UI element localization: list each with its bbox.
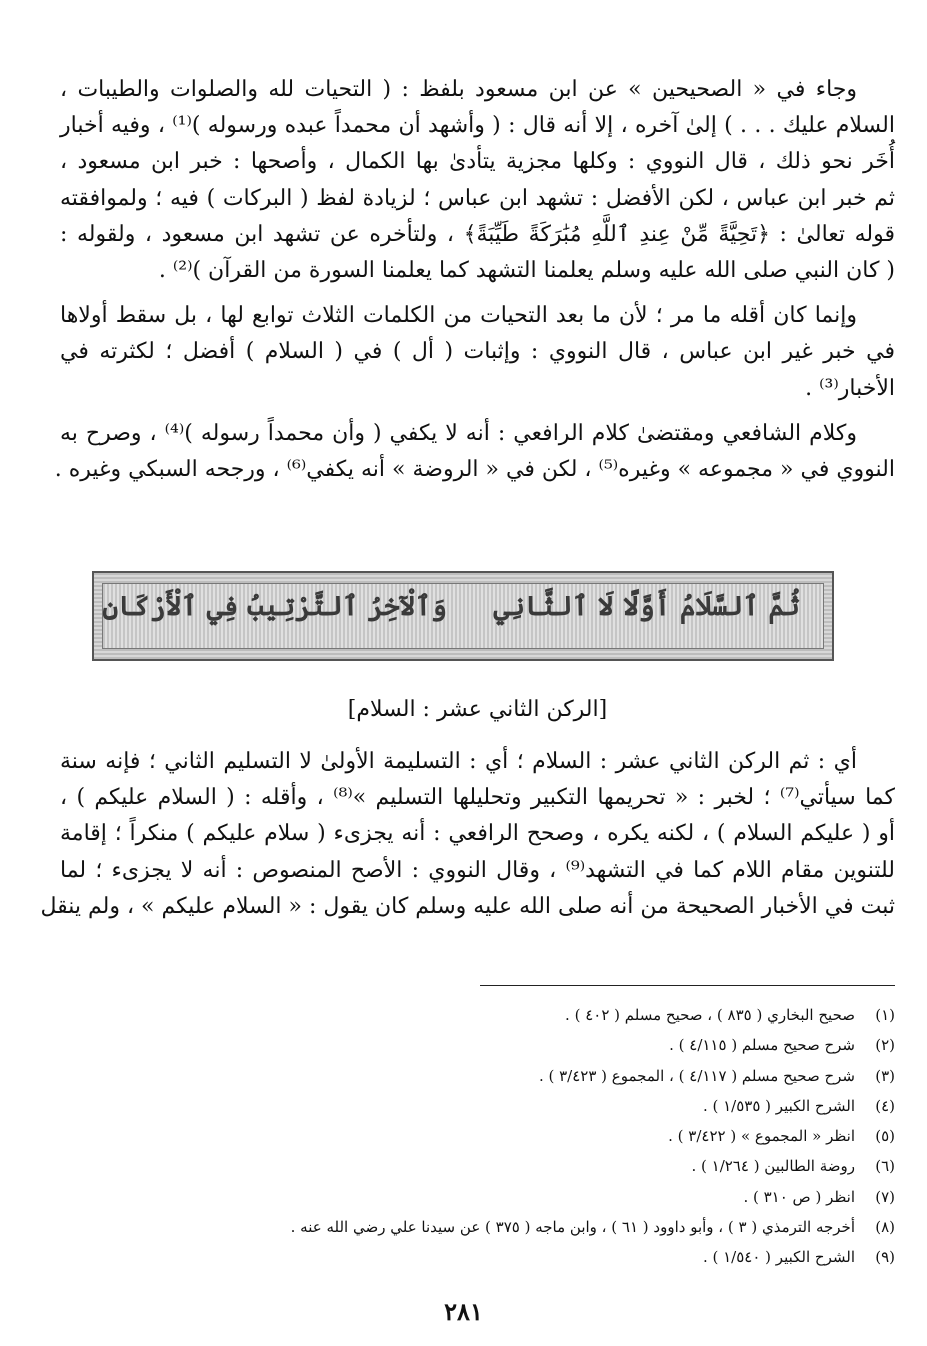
text-line: ثبت في الأخبار الصحيحة من أنه صلى الله عليه وسلم كان يقول : « السلام عليكم » ، ولم ينقل <box>40 893 895 919</box>
footnote-number: (٩) <box>875 1248 895 1267</box>
footnote-text: انظر ( ص ٣١٠ ) . <box>743 1187 855 1206</box>
footnote <box>60 1030 895 1060</box>
footnote <box>60 1242 895 1272</box>
footnote <box>60 1091 895 1121</box>
footnote-number: (٤) <box>875 1096 895 1115</box>
main-text <box>54 72 896 488</box>
text-line: قوله تعالىٰ : ﴿تَحِيَّةً مِّنْ عِندِ ٱللَّهِ مُبَٰرَكَةً طَيِّبَةً﴾ ، ولتأخره عن تشهد ابن مسعود ، ولقوله : <box>60 221 896 247</box>
footnotes <box>60 1000 895 1273</box>
footnote-text: شرح صحيح مسلم ( ٤/١١٥ ) . <box>669 1036 855 1055</box>
footnote <box>60 1061 895 1091</box>
footnote <box>60 1121 895 1151</box>
footnote-number: (٢) <box>875 1036 895 1055</box>
footnote-text: الشرح الكبير ( ١/٥٣٥ ) . <box>702 1096 855 1115</box>
footnote-text: روضة الطالبين ( ١/٢٦٤ ) . <box>691 1157 855 1176</box>
text-line: كما سيأتي⁽⁷⁾ ؛ لخبر : « تحريمها التكبير وتحليلها التسليم »⁽⁸⁾ ، وأقله : ( السلام عليكم ) ، <box>60 785 895 811</box>
footnote-text: الشرح الكبير ( ١/٥٤٠ ) . <box>702 1248 855 1267</box>
footnote-number: (٥) <box>875 1127 895 1146</box>
text-line: وجاء في « الصحيحين » عن ابن مسعود بلفظ : ( التحيات لله والصلوات والطيبات ، <box>60 77 857 102</box>
footnote-divider <box>480 985 895 986</box>
footnote <box>60 1182 895 1212</box>
banner-verse-left: وَٱلْآخِرُ ٱلتَّرْتِيبُ فِي ٱلْأَرْكَانِ <box>102 591 447 622</box>
footnote-text: شرح صحيح مسلم ( ٤/١١٧ ) ، المجموع ( ٣/٤٢٣ ) . <box>538 1066 855 1085</box>
footnote-text: أخرجه الترمذي ( ٣ ) ، وأبو داوود ( ٦١ ) ، وابن ماجه ( ٣٧٥ ) عن سيدنا علي رضي الله عنه . <box>290 1218 855 1237</box>
text-line: النووي في « مجموعه » وغيره⁽⁵⁾ ، لكن في « الروضة » أنه يكفي⁽⁶⁾ ، ورجحه السبكي وغيره . <box>54 457 895 483</box>
footnote-number: (٣) <box>875 1066 895 1085</box>
footnote-number: (٨) <box>875 1218 895 1237</box>
footnote <box>60 1212 895 1242</box>
paragraph-4 <box>40 744 895 925</box>
text-line: وإنما كان أقله ما مر ؛ لأن ما بعد التحيات من الكلمات الثلاث توابع لها ، بل سقط أولاها <box>60 303 857 329</box>
footnote-text: انظر « المجموع » ( ٣/٤٢٢ ) . <box>668 1127 855 1146</box>
verse-banner <box>92 571 834 661</box>
text-line: في خبر غير ابن عباس ، قال النووي : وإثبات ( أل ) في ( السلام ) أفضل ؛ لكثرته في <box>60 339 895 365</box>
footnote <box>60 1151 895 1181</box>
section-body <box>40 744 895 925</box>
section-heading: [الركن الثاني عشر : السلام] <box>347 697 608 722</box>
footnote-text: صحيح البخاري ( ٨٣٥ ) ، صحيح مسلم ( ٤٠٢ ) . <box>565 1006 855 1024</box>
paragraph-1 <box>60 72 895 289</box>
text-line: السلام عليك . . . ) إلىٰ آخره ، إلا أنه قال : ( وأشهد أن محمداً عبده ورسوله )⁽¹⁾ ، وفيه أخبار <box>60 113 895 139</box>
text-line: الأخبار⁽³⁾ . <box>805 375 895 401</box>
text-line: أي : ثم الركن الثاني عشر : السلام ؛ أي : التسليمة الأولىٰ لا التسليم الثاني ؛ فإنه سنة <box>60 749 857 774</box>
footnote-number: (٧) <box>875 1187 895 1206</box>
page-number: ٢٨١ <box>444 1297 483 1326</box>
footnote-number: (١) <box>875 1006 895 1024</box>
banner-verse-right: ثُمَّ ٱلسَّلَامُ أَوَّلًا لَا ٱلثَّانِي <box>493 591 800 622</box>
footnote-number: (٦) <box>875 1157 895 1176</box>
paragraph-3 <box>54 416 895 488</box>
text-line: للتنوين مقام اللام كما في التشهد⁽⁹⁾ ، وقال النووي : الأصح المنصوص : أنه لا يجزىء ؛ لما <box>60 857 895 883</box>
text-line: أو ( عليكم السلام ) ، لكنه يكره ، وصحح الرافعي : أنه يجزىء ( سلام عليكم ) منكراً ؛ إقامة <box>60 821 895 847</box>
paragraph-2 <box>60 298 895 407</box>
text-line: وكلام الشافعي ومقتضىٰ كلام الرافعي : أنه لا يكفي ( وأن محمداً رسوله )⁽⁴⁾ ، وصرح به <box>60 420 857 446</box>
text-line: أُخَر نحو ذلك ، قال النووي : وكلها مجزية يتأدىٰ بها الكمال ، وأصحها : خبر ابن مسعود ، <box>60 149 895 175</box>
footnote <box>60 1000 895 1030</box>
text-line: ( كان النبي صلى الله عليه وسلم يعلمنا التشهد كما يعلمنا السورة من القرآن )⁽²⁾ . <box>158 258 895 284</box>
text-line: ثم خبر ابن عباس ، لكن الأفضل : تشهد ابن عباس ؛ لزيادة لفظ ( البركات ) فيه ؛ ولموافقته <box>60 185 895 211</box>
